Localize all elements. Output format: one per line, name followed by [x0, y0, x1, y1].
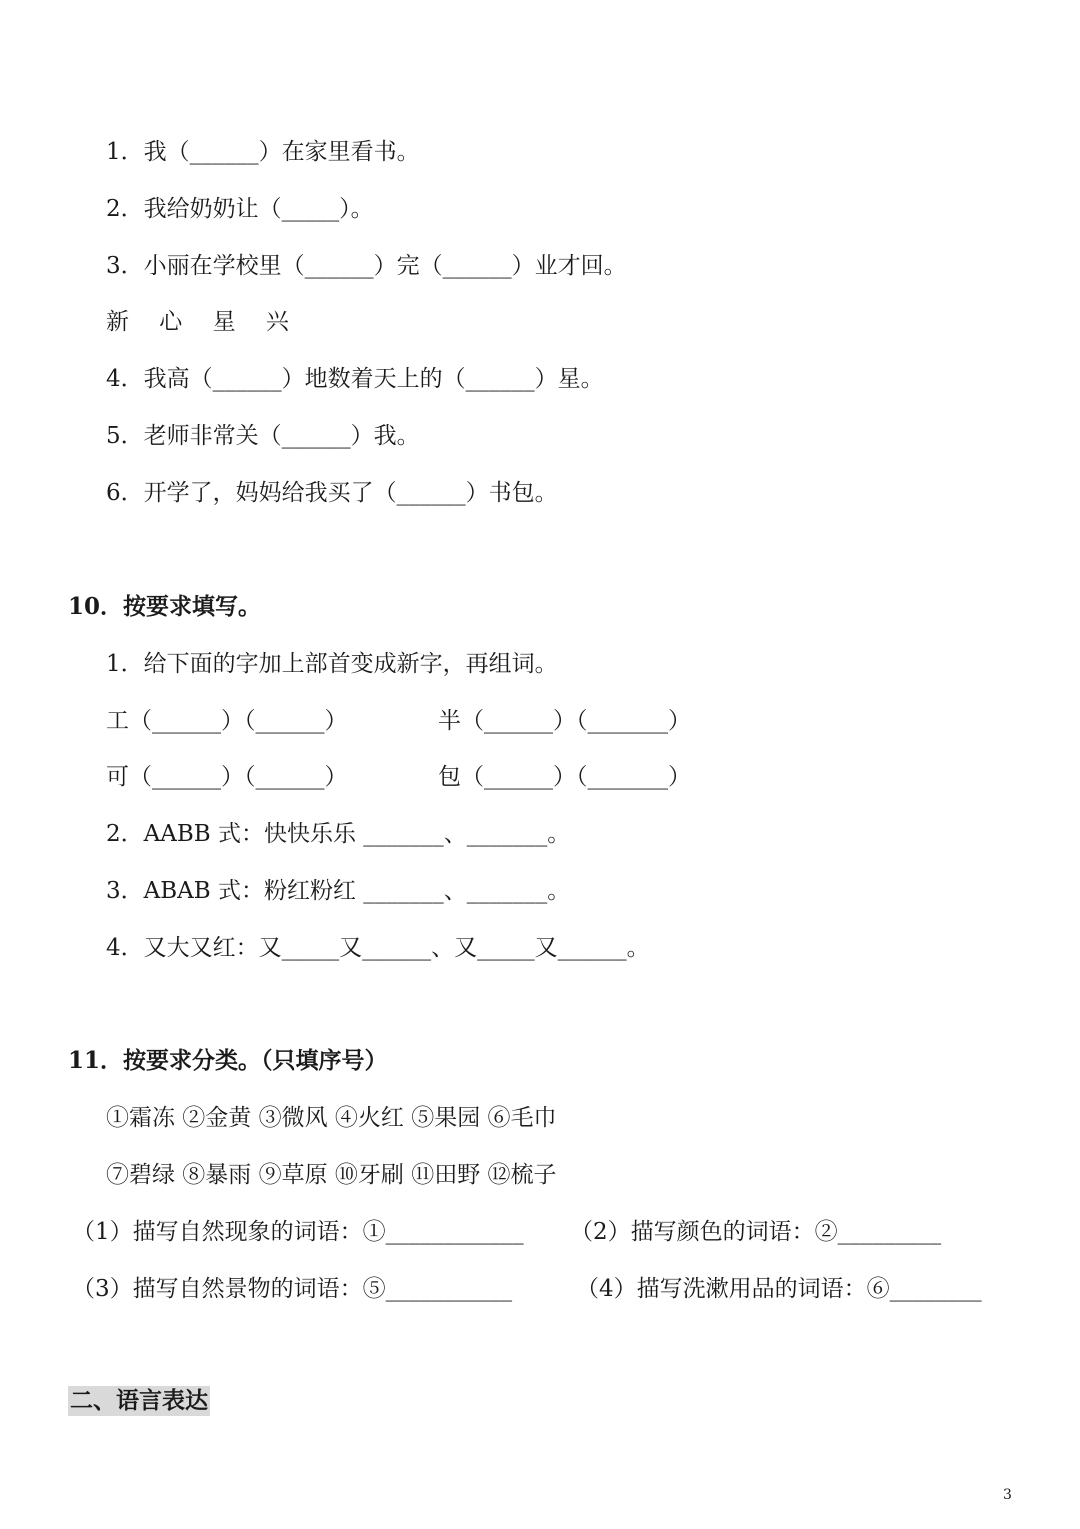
q10-sub-4: 4．又大又红：又_____又______、又_____又______。	[106, 935, 650, 961]
q11-words-row-2: ⑦碧绿 ⑧暴雨 ⑨草原 ⑩牙刷 ⑪田野 ⑫梳子	[106, 1162, 557, 1188]
q10-char-ke: 可（______）（______）	[106, 764, 348, 790]
q9-line-1: 1．我（______）在家里看书。	[106, 139, 420, 165]
section-2-heading: 二、语言表达	[70, 1387, 208, 1414]
q10-title: 10．按要求填写。	[68, 593, 262, 620]
q9-line-4: 4．我高（______）地数着天上的（______）星。	[106, 366, 604, 392]
q9-line-2: 2．我给奶奶让（_____）。	[106, 196, 374, 222]
q11-category-1: （1）描写自然现象的词语：①____________	[72, 1219, 524, 1245]
q10-char-gong: 工（______）（______）	[106, 708, 348, 734]
q10-sub-3: 3．ABAB 式：粉红粉红 _______、_______。	[106, 878, 571, 904]
q11-category-2: （2）描写颜色的词语：②_________	[570, 1219, 942, 1245]
q10-sub-2: 2．AABB 式：快快乐乐 _______、_______。	[106, 821, 571, 847]
q9-line-6: 6．开学了，妈妈给我买了（______）书包。	[106, 480, 558, 506]
q11-words-row-1: ①霜冻 ②金黄 ③微风 ④火红 ⑤果园 ⑥毛巾	[106, 1105, 557, 1131]
q10-char-ban: 半（______）（_______）	[438, 708, 691, 734]
q9-line-3: 3．小丽在学校里（______）完（______）业才回。	[106, 253, 627, 279]
q11-category-3: （3）描写自然景物的词语：⑤___________	[72, 1276, 513, 1302]
page-number: 3	[1003, 1487, 1012, 1503]
q11-category-4: （4）描写洗漱用品的词语：⑥________	[576, 1276, 982, 1302]
q9-line-5: 5．老师非常关（______）我。	[106, 423, 420, 449]
q11-title: 11．按要求分类。（只填序号）	[68, 1047, 388, 1074]
q10-char-bao: 包（______）（_______）	[438, 764, 691, 790]
q9-word-choices: 新 心 星 兴	[106, 309, 289, 335]
q10-sub-1: 1．给下面的字加上部首变成新字，再组词。	[106, 651, 558, 677]
